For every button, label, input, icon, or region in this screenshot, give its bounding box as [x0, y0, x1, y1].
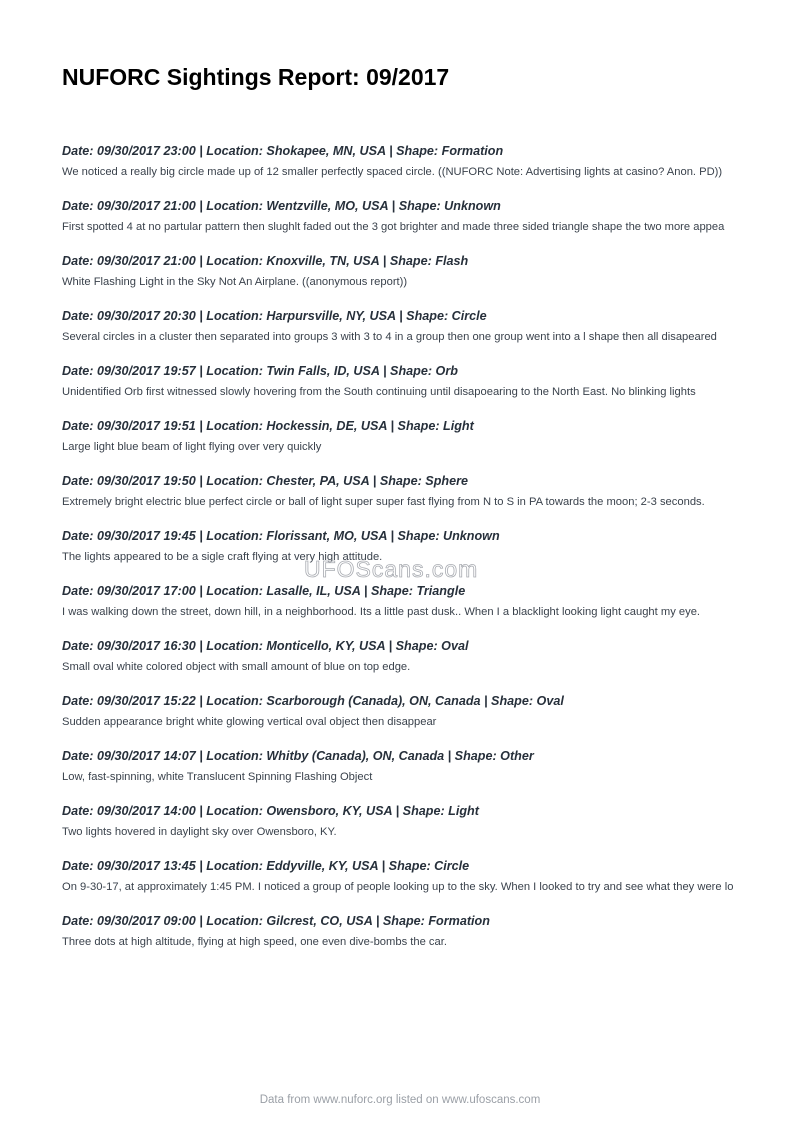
report-item: [62, 143, 742, 180]
report-description: First spotted 4 at no partular pattern then slughlt faded out the 3 got brighter and made three sided triangle shape the two more appea: [62, 221, 725, 233]
report-heading: Date: 09/30/2017 09:00 | Location: Gilcrest, CO, USA | Shape: Formation: [62, 914, 490, 928]
report-description: On 9-30-17, at approximately 1:45 PM. I noticed a group of people looking up to the sky. When I looked to try and see what they were lo: [62, 881, 734, 893]
report-item: [62, 528, 742, 565]
report-description: Two lights hovered in daylight sky over Owensboro, KY.: [62, 826, 337, 838]
report-heading: Date: 09/30/2017 15:22 | Location: Scarborough (Canada), ON, Canada | Shape: Oval: [62, 694, 564, 708]
report-item: [62, 748, 742, 785]
report-description: Three dots at high altitude, flying at high speed, one even dive-bombs the car.: [62, 936, 447, 948]
report-description: Several circles in a cluster then separated into groups 3 with 3 to 4 in a group then one group went into a l shape then all disapeared: [62, 331, 717, 343]
report-heading: Date: 09/30/2017 21:00 | Location: Wentzville, MO, USA | Shape: Unknown: [62, 199, 501, 213]
footer-credit: Data from www.nuforc.org listed on www.ufoscans.com: [259, 1094, 541, 1106]
report-item: [62, 803, 742, 840]
report-heading: Date: 09/30/2017 19:50 | Location: Chester, PA, USA | Shape: Sphere: [62, 474, 468, 488]
report-heading: Date: 09/30/2017 14:00 | Location: Owensboro, KY, USA | Shape: Light: [62, 804, 479, 818]
report-item: [62, 638, 742, 675]
report-description: Large light blue beam of light flying over very quickly: [62, 441, 322, 453]
report-heading: Date: 09/30/2017 23:00 | Location: Shokapee, MN, USA | Shape: Formation: [62, 144, 504, 158]
report-item: [62, 473, 742, 510]
report-heading: Date: 09/30/2017 19:57 | Location: Twin Falls, ID, USA | Shape: Orb: [62, 364, 458, 378]
report-item: [62, 363, 742, 400]
report-item: [62, 253, 742, 290]
report-heading: Date: 09/30/2017 19:45 | Location: Florissant, MO, USA | Shape: Unknown: [62, 529, 500, 543]
report-description: Low, fast-spinning, white Translucent Spinning Flashing Object: [62, 771, 373, 783]
report-item: [62, 308, 742, 345]
report-description: Small oval white colored object with small amount of blue on top edge.: [62, 661, 411, 673]
report-item: [62, 583, 742, 620]
page-title: NUFORC Sightings Report: 09/2017: [62, 64, 450, 90]
report-item: [62, 198, 742, 235]
report-item: [62, 418, 742, 455]
report-list: [62, 143, 742, 968]
watermark: UFOScans.com: [304, 556, 479, 582]
report-description: The lights appeared to be a sigle craft flying at very high attitude.: [62, 551, 383, 563]
report-description: Unidentified Orb first witnessed slowly hovering from the South continuing until disapoearing to the North East. No blinking lights: [62, 386, 696, 398]
report-heading: Date: 09/30/2017 20:30 | Location: Harpursville, NY, USA | Shape: Circle: [62, 309, 487, 323]
report-item: [62, 693, 742, 730]
report-heading: Date: 09/30/2017 16:30 | Location: Monticello, KY, USA | Shape: Oval: [62, 639, 469, 653]
report-heading: Date: 09/30/2017 13:45 | Location: Eddyville, KY, USA | Shape: Circle: [62, 859, 470, 873]
report-description: Extremely bright electric blue perfect circle or ball of light super super fast flying from N to S in PA towards the moon; 2-3 seconds.: [62, 496, 705, 508]
report-description: We noticed a really big circle made up of 12 smaller perfectly spaced circle. ((NUFORC Note: Advertising lights at casino? Anon. PD)): [62, 166, 723, 178]
report-item: [62, 858, 742, 895]
report-description: White Flashing Light in the Sky Not An Airplane. ((anonymous report)): [62, 276, 408, 288]
report-heading: Date: 09/30/2017 14:07 | Location: Whitby (Canada), ON, Canada | Shape: Other: [62, 749, 534, 763]
report-item: [62, 913, 742, 950]
report-description: Sudden appearance bright white glowing vertical oval object then disappear: [62, 716, 437, 728]
report-heading: Date: 09/30/2017 17:00 | Location: Lasalle, IL, USA | Shape: Triangle: [62, 584, 466, 598]
report-heading: Date: 09/30/2017 21:00 | Location: Knoxville, TN, USA | Shape: Flash: [62, 254, 469, 268]
report-heading: Date: 09/30/2017 19:51 | Location: Hockessin, DE, USA | Shape: Light: [62, 419, 474, 433]
report-description: I was walking down the street, down hill, in a neighborhood. Its a little past dusk.. When I a blacklight looking light caught my eye.: [62, 606, 701, 618]
